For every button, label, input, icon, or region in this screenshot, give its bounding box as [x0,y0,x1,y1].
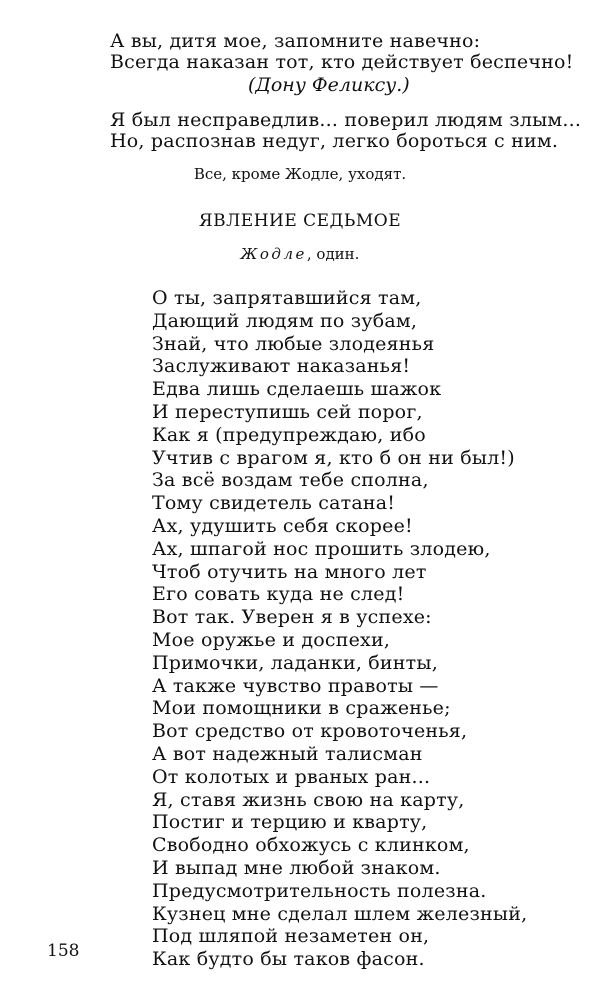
monologue-line: Кузнец мне сделал шлем железный, [152,902,528,925]
monologue-line: Тому свидетель сатана! [152,492,396,515]
monologue [152,287,527,971]
monologue-line: Учтив с врагом я, кто б он ни был!) [152,446,515,469]
monologue-line: Под шляпой незаметен он, [152,925,430,948]
monologue-line: Едва лишь сделаешь шажок [152,378,442,401]
monologue-line: А вот надежный талисман [152,742,423,765]
stage-direction: Все, кроме Жодле, уходят. [193,165,407,183]
monologue-line: Свободно обхожусь с клинком, [152,834,470,857]
verse-line: А вы, дитя мое, запомните навечно: [110,30,481,52]
monologue-line: Чтоб отучить на много лет [152,560,427,583]
monologue-line: Его совать куда не след! [152,583,405,606]
page-number: 158 [47,941,80,961]
verse-line: Я был несправедлив... поверил людям злым... [110,109,582,131]
monologue-line: Ах, удушить себя скорее! [152,514,413,537]
monologue-line: Заслуживают наказанья! [152,355,411,378]
monologue-line: О ты, запрятавшийся там, [152,287,422,309]
monologue-line: Постиг и терцию и кварту, [152,811,428,834]
verse-line: Но, распознав недуг, легко бороться с ним. [110,130,559,152]
monologue-line: Ах, шпагой нос прошить злодею, [152,537,491,560]
monologue-line: Как будто бы таков фасон. [152,948,425,971]
monologue-line: Вот так. Уверен я в успехе: [152,606,432,629]
monologue-line: Я, ставя жизнь свою на карту, [152,788,465,811]
monologue-line: За всё воздам тебе сполна, [152,469,429,492]
stage-aside-addressee: (Дону Феликсу.) [248,74,410,96]
scene-cast [0,245,600,263]
character-name: Жодле [240,245,307,263]
monologue-line: И выпад мне любой знаком. [152,856,441,879]
monologue-line: А также чувство правоты — [152,674,439,697]
monologue-line: Дающий людям по зубам, [152,309,418,332]
verse-line: Всегда наказан тот, кто действует беспечно! [110,51,574,73]
monologue-line: Мои помощники в сраженье; [152,697,451,720]
monologue-line: Вот средство от кровоточенья, [152,720,468,743]
monologue-line: От колотых и рваных ран... [152,765,431,788]
monologue-line: Предусмотрительность полезна. [152,879,487,902]
monologue-line: И переступишь сей порог, [152,400,423,423]
monologue-line: Примочки, ладанки, бинты, [152,651,438,674]
monologue-line: Знай, что любые злодеянья [152,332,435,355]
scene-title: ЯВЛЕНИЕ СЕДЬМОЕ [198,211,402,231]
monologue-line: Мое оружье и доспехи, [152,628,391,651]
scene-cast-rest: , один. [306,245,360,263]
monologue-line: Как я (предупреждаю, ибо [152,423,426,446]
